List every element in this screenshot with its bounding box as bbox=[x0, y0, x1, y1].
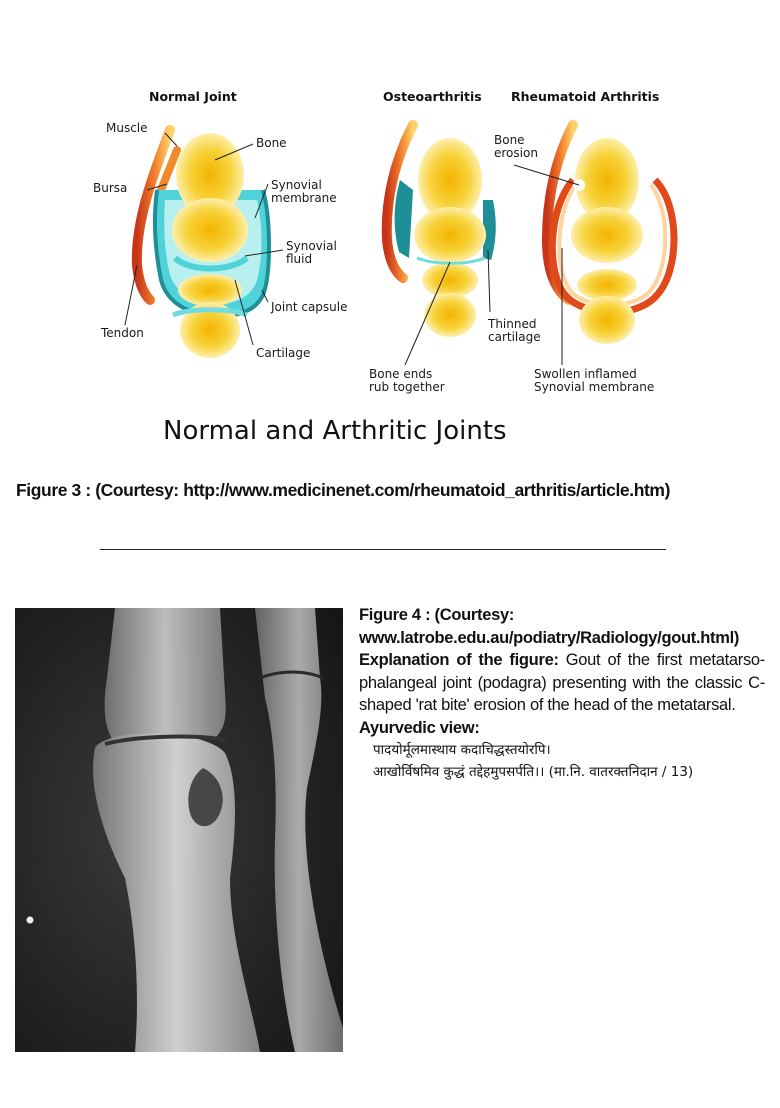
label-synovial-membrane: Synovial membrane bbox=[271, 178, 337, 205]
normal-joint bbox=[137, 130, 269, 358]
explanation-text: Gout of the first metatarso-phalangeal joint (podagra) presenting with the classic C-shaped 'rat bite' erosion of the head of the metatarsal. bbox=[359, 651, 765, 714]
figure4-text bbox=[359, 604, 765, 783]
label-synovial-fluid: Synovial fluid bbox=[286, 239, 337, 266]
diagram-title: Normal and Arthritic Joints bbox=[163, 416, 507, 446]
joint-diagram bbox=[95, 80, 695, 400]
joint-illustration bbox=[95, 80, 695, 400]
label-bone-erosion: Bone erosion bbox=[494, 133, 538, 160]
label-bone-ends-rub: Bone ends rub together bbox=[369, 367, 445, 394]
verse-line-1: पादयोर्मूलमास्थाय कदाचिद्धस्तयोरपि। bbox=[373, 742, 551, 758]
heading-osteoarthritis: Osteoarthritis bbox=[383, 89, 482, 104]
figure4-heading: Figure 4 : (Courtesy: bbox=[359, 606, 515, 624]
figure3-caption: Figure 3 : (Courtesy: http://www.medicinenet.com/rheumatoid_arthritis/article.htm) bbox=[16, 480, 671, 500]
label-joint-capsule: Joint capsule bbox=[271, 300, 348, 314]
verse-line-2: आखोर्विषमिव कुद्धं तद्देहमुपसर्पति।। (मा.नि. वातरक्तनिदान / 13) bbox=[373, 764, 694, 780]
heading-normal-joint: Normal Joint bbox=[149, 89, 237, 104]
label-bone: Bone bbox=[256, 136, 287, 150]
explanation-label: Explanation of the figure: bbox=[359, 651, 559, 669]
osteoarthritis-joint bbox=[387, 125, 496, 337]
label-cartilage: Cartilage bbox=[256, 346, 311, 360]
gout-xray-image bbox=[15, 608, 343, 1052]
label-swollen-synovial: Swollen inflamed Synovial membrane bbox=[534, 367, 655, 394]
label-bursa: Bursa bbox=[93, 181, 128, 195]
figure4-url: www.latrobe.edu.au/podiatry/Radiology/gout.html) bbox=[359, 628, 740, 647]
divider-line bbox=[100, 549, 666, 550]
figure4-explanation bbox=[359, 649, 765, 717]
rheumatoid-joint bbox=[547, 125, 674, 344]
label-tendon: Tendon bbox=[101, 326, 144, 340]
heading-rheumatoid-arthritis: Rheumatoid Arthritis bbox=[511, 89, 660, 104]
label-thinned-cartilage: Thinned cartilage bbox=[488, 317, 541, 344]
ayurvedic-label: Ayurvedic view: bbox=[359, 718, 480, 737]
label-muscle: Muscle bbox=[106, 121, 148, 135]
